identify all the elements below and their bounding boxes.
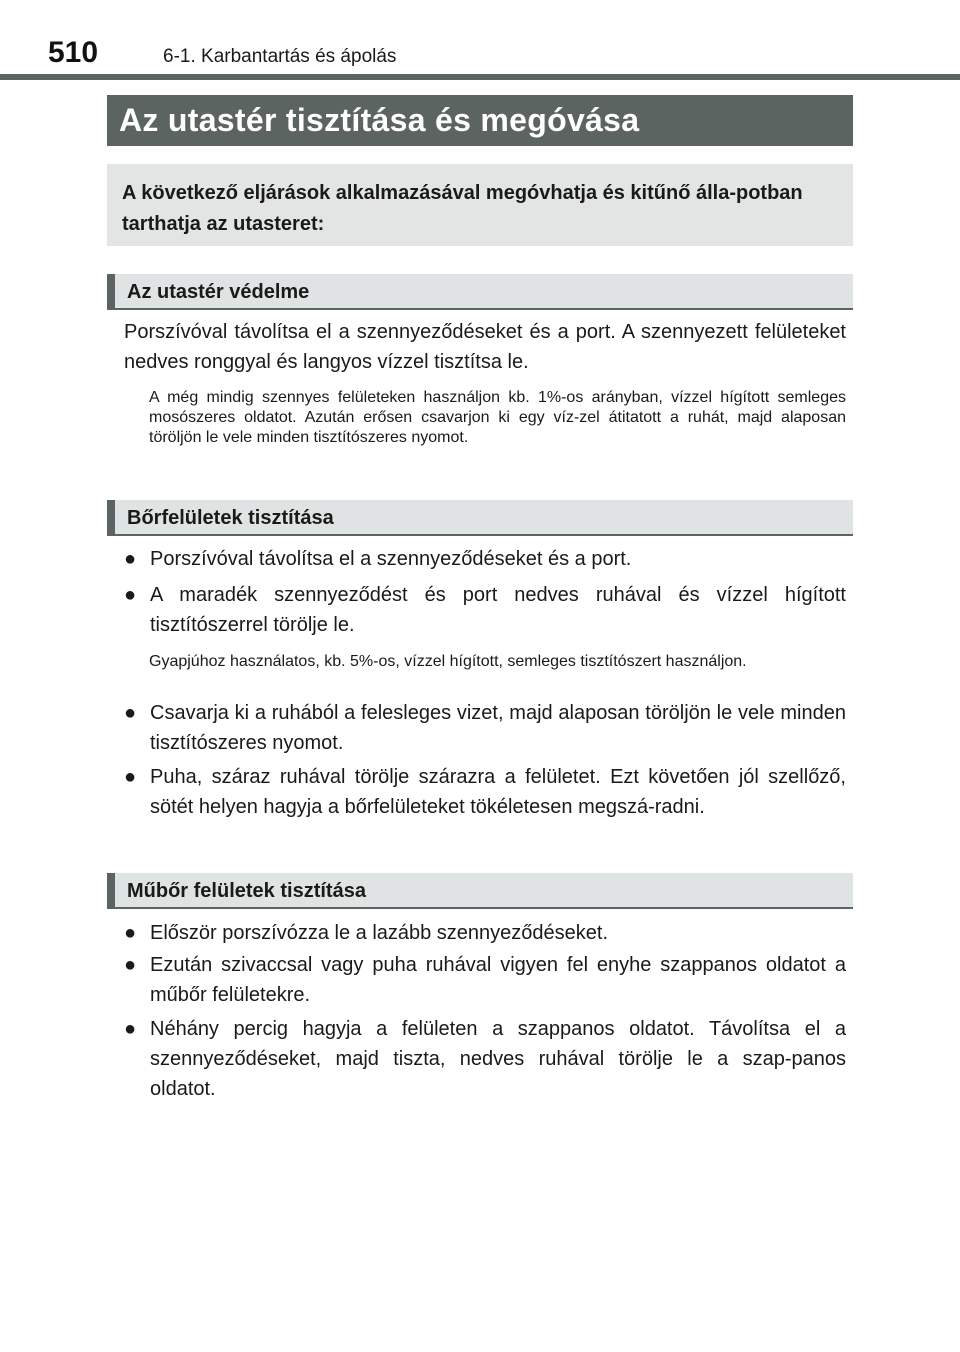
bullet-icon: ●	[124, 922, 137, 944]
section-heading-faux-leather-cleaning: Műbőr felületek tisztítása	[107, 873, 853, 909]
section-note: A még mindig szennyes felületeken használjon kb. 1%-os arányban, vízzel hígított semleges mosószeres oldatot. Azután erősen csavarjon ki egy víz-zel átitatott a ruhát, majd alaposan töröljön le vele minden tisztítószeres nyomot.	[149, 389, 846, 446]
section-paragraph: Porszívóval távolítsa el a szennyeződéseket és a port. A szennyezett felületeket nedves ronggyal és langyos vízzel tisztítsa le.	[124, 321, 846, 373]
list-item	[124, 950, 846, 1010]
page-number: 510	[48, 36, 99, 69]
list-item-text: Puha, száraz ruhával törölje szárazra a felületet. Ezt követően jól szellőző, sötét helyen hagyja a bőrfelületeket tökéletesen megszá-radni.	[150, 766, 846, 818]
header-rule	[0, 74, 960, 80]
intro-box: A következő eljárások alkalmazásával megóvhatja és kitűnő álla-potban tarthatja az utasteret:	[107, 164, 853, 246]
list-item	[124, 1014, 846, 1104]
list-item	[124, 544, 846, 574]
list-item	[124, 918, 846, 948]
page-title: Az utastér tisztítása és megóvása	[107, 95, 853, 146]
list-item-text: Csavarja ki a ruhából a felesleges vizet, majd alaposan töröljön le vele minden tisztítószeres nyomot.	[150, 702, 846, 754]
section-heading-leather-cleaning: Bőrfelületek tisztítása	[107, 500, 853, 536]
list-item	[124, 762, 846, 822]
list-item-text: Ezután szivaccsal vagy puha ruhával vigyen fel enyhe szappanos oldatot a műbőr felületekre.	[150, 954, 846, 1006]
bullet-icon: ●	[124, 548, 137, 570]
list-item-text: Először porszívózza le a lazább szennyeződéseket.	[150, 922, 609, 944]
section-heading-interior-protection: Az utastér védelme	[107, 274, 853, 310]
list-item-text: Porszívóval távolítsa el a szennyeződéseket és a port.	[150, 548, 632, 570]
bullet-icon: ●	[124, 702, 137, 724]
bullet-icon: ●	[124, 1018, 137, 1040]
list-item	[124, 698, 846, 758]
list-item-text: Néhány percig hagyja a felületen a szappanos oldatot. Távolítsa el a szennyeződéseket, majd tiszta, nedves ruhával törölje le a szap-panos oldatot.	[150, 1018, 846, 1100]
bullet-icon: ●	[124, 954, 137, 976]
chapter-title: 6-1. Karbantartás és ápolás	[163, 46, 397, 67]
list-item-text: A maradék szennyeződést és port nedves ruhával és vízzel hígított tisztítószerrel törölje le.	[150, 584, 846, 636]
bullet-icon: ●	[124, 584, 137, 606]
list-item	[124, 580, 846, 640]
section-note: Gyapjúhoz használatos, kb. 5%-os, vízzel hígított, semleges tisztítószert használjon.	[149, 653, 747, 670]
bullet-icon: ●	[124, 766, 137, 788]
